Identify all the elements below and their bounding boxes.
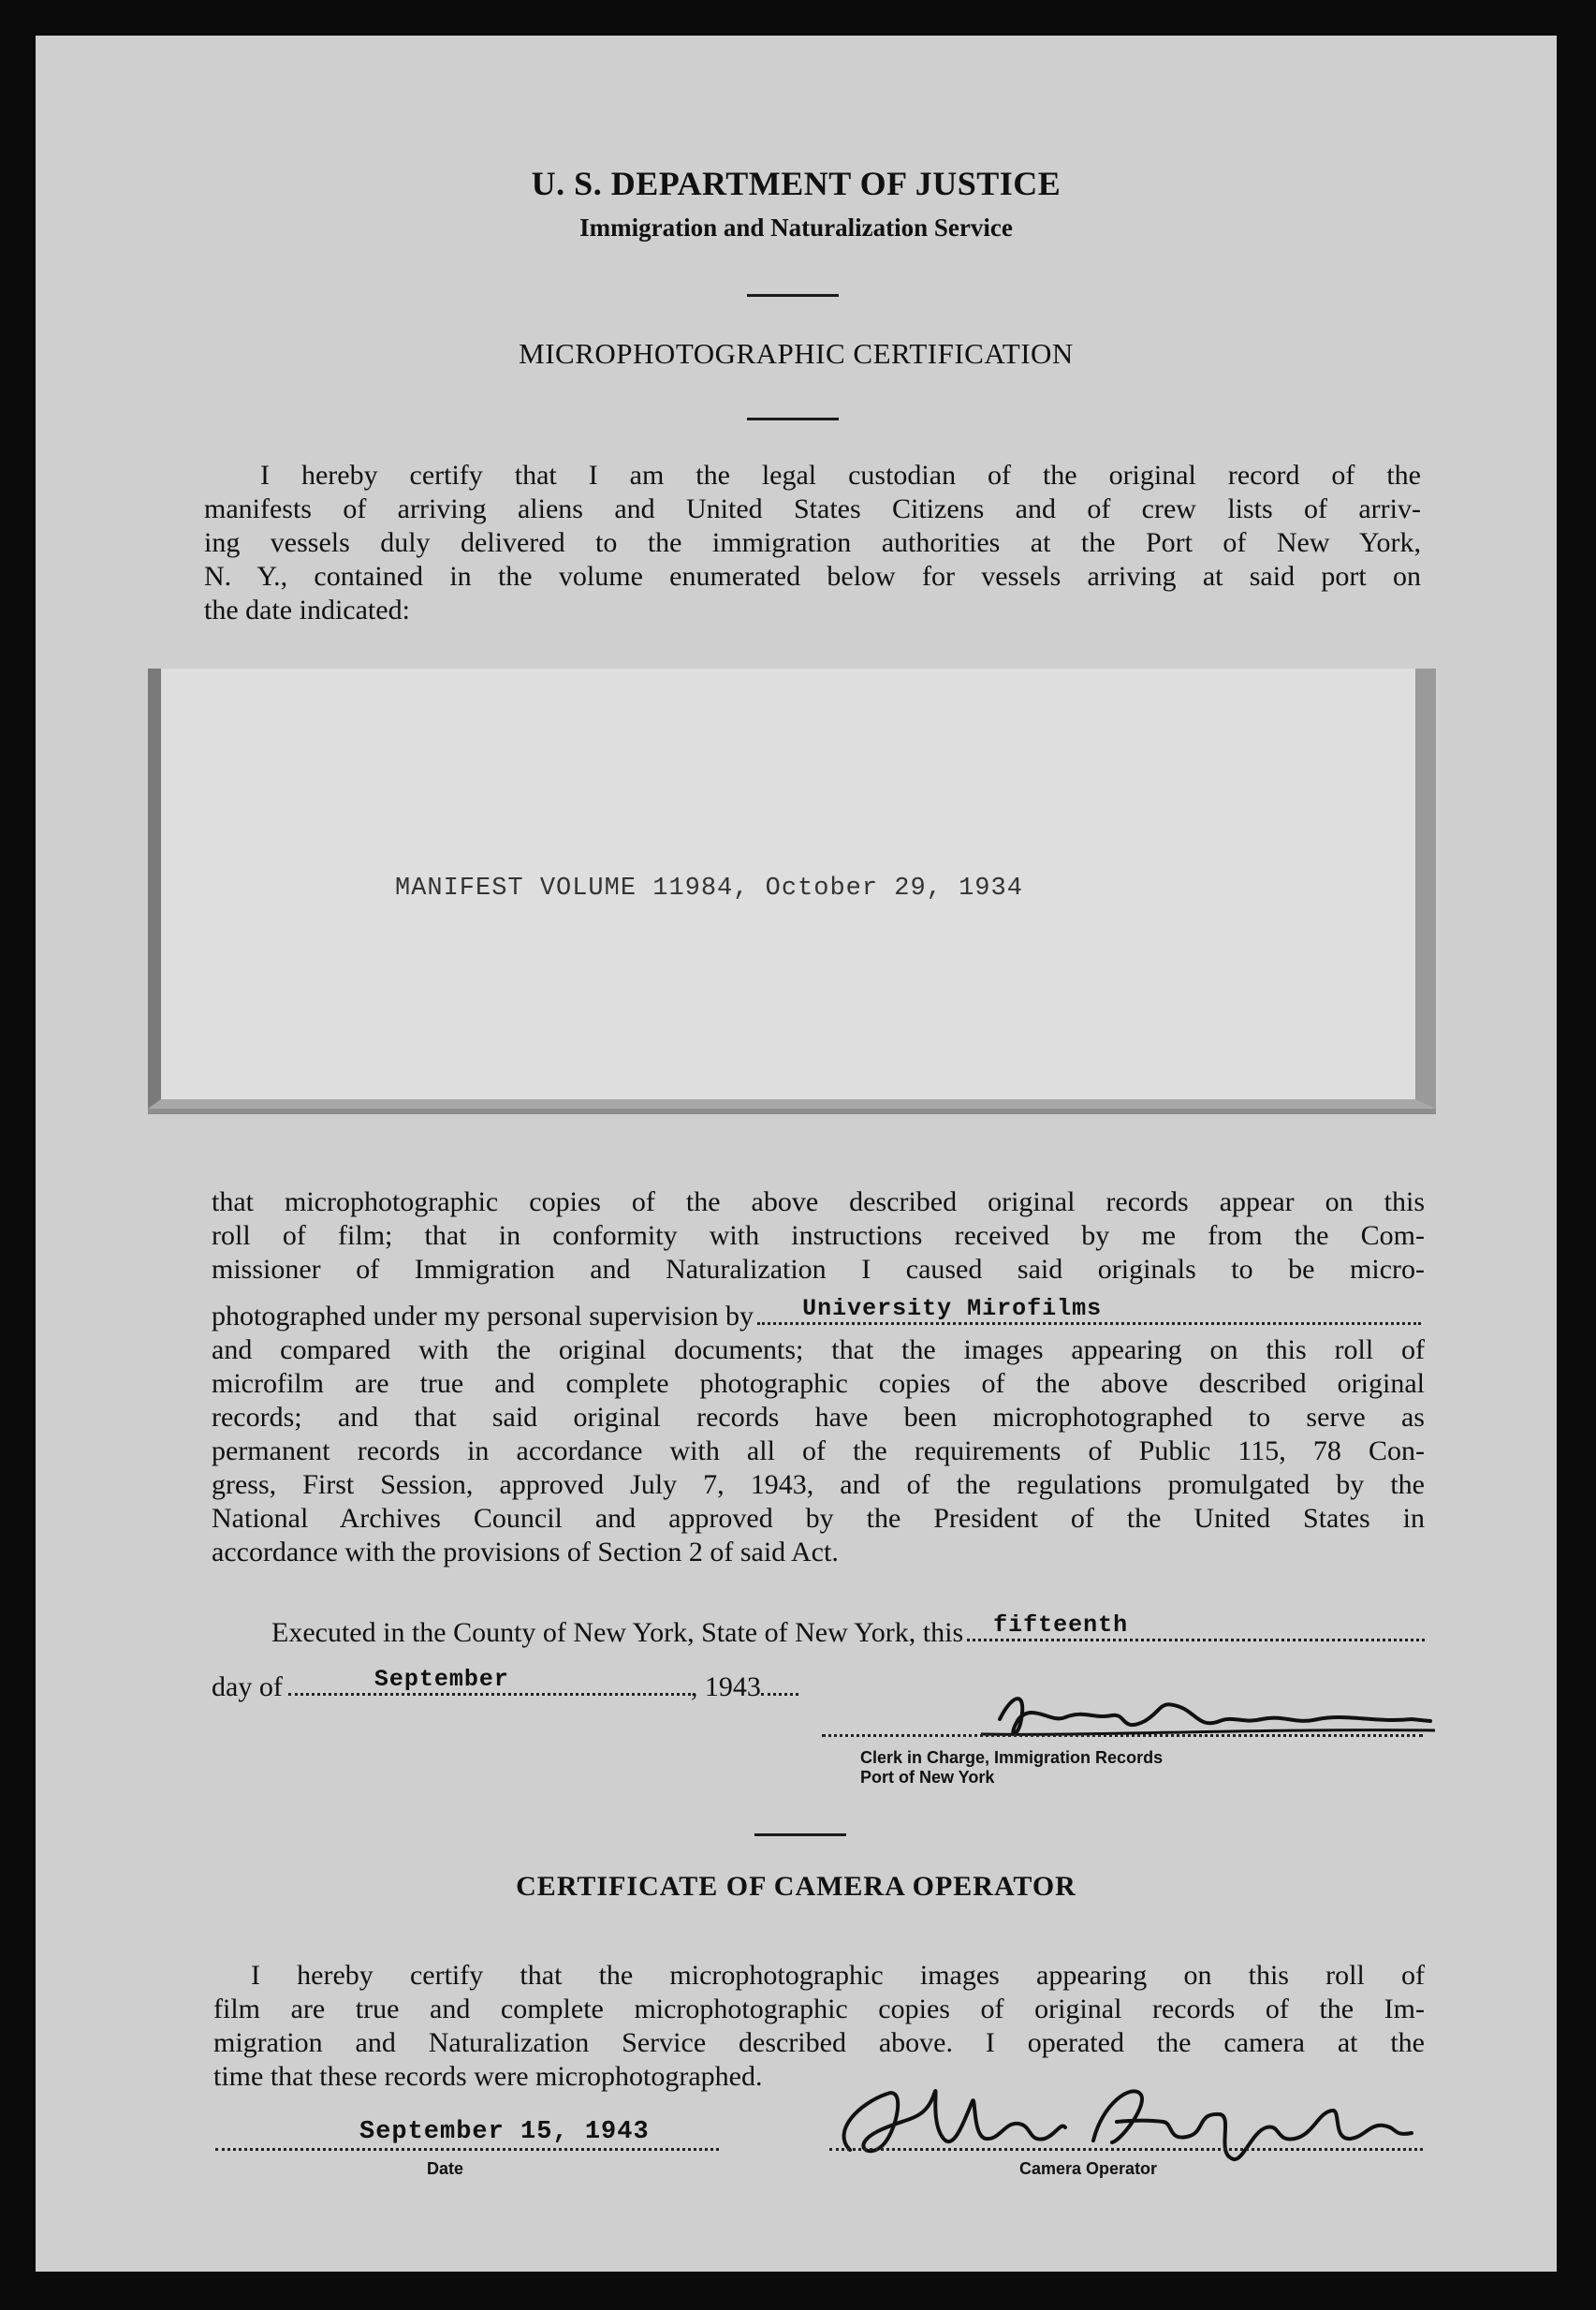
supervisor-field bbox=[757, 1294, 1421, 1325]
supervision-prefix: photographed under my personal supervision by bbox=[212, 1301, 754, 1332]
year-dots bbox=[761, 1665, 798, 1696]
month-typed: September bbox=[373, 1666, 509, 1693]
day-of-label: day of bbox=[212, 1671, 283, 1702]
executed-prefix: Executed in the County of New York, State of New York, this bbox=[271, 1617, 964, 1648]
camera-line: film are true and complete microphotographic copies of original records of the Im- bbox=[213, 1994, 1425, 2024]
year-text: , 1943 bbox=[690, 1671, 761, 1702]
body-paragraph bbox=[212, 1185, 1425, 1569]
clerk-signature bbox=[962, 1682, 1449, 1757]
supervision-line bbox=[212, 1294, 1425, 1333]
divider bbox=[747, 418, 839, 420]
date-label: Date bbox=[427, 2159, 464, 2178]
executed-line bbox=[271, 1611, 1425, 1650]
department-heading: U. S. DEPARTMENT OF JUSTICE bbox=[531, 165, 1062, 202]
divider bbox=[747, 294, 839, 297]
intro-line: ing vessels duly delivered to the immigration authorities at the Port of New York, bbox=[204, 527, 1421, 558]
operator-signature bbox=[794, 2066, 1430, 2169]
body-line: and compared with the original documents; that the images appearing on this roll of bbox=[212, 1334, 1425, 1365]
body-line: records; and that said original records have been microphotographed to serve as bbox=[212, 1402, 1425, 1433]
intro-paragraph bbox=[204, 459, 1421, 627]
camera-line: I hereby certify that the microphotographic images appearing on this roll of bbox=[251, 1960, 1425, 1991]
body-line: permanent records in accordance with all of the requirements of Public 115, 78 Con- bbox=[212, 1435, 1425, 1466]
date-line bbox=[215, 2148, 719, 2151]
intro-line: manifests of arriving aliens and United States Citizens and of crew lists of arriv- bbox=[204, 493, 1421, 524]
body-line: roll of film; that in conformity with instructions received by me from the Com- bbox=[212, 1220, 1425, 1251]
body-line: gress, First Session, approved July 7, 1943, and of the regulations promulgated by the bbox=[212, 1469, 1425, 1500]
service-subheading: Immigration and Naturalization Service bbox=[579, 213, 1013, 242]
operator-signature-line bbox=[829, 2148, 1423, 2151]
record-slip bbox=[148, 669, 1436, 1109]
certification-title: MICROPHOTOGRAPHIC CERTIFICATION bbox=[519, 337, 1074, 370]
body-line: accordance with the provisions of Section 2 of said Act. bbox=[212, 1537, 839, 1567]
body-line: that microphotographic copies of the above described original records appear on this bbox=[212, 1186, 1425, 1217]
day-typed: fifteenth bbox=[993, 1611, 1129, 1639]
operator-label: Camera Operator bbox=[1019, 2159, 1158, 2178]
body-line: microfilm are true and complete photographic copies of the above described original bbox=[212, 1368, 1425, 1399]
day-field bbox=[967, 1611, 1425, 1641]
intro-line: the date indicated: bbox=[204, 595, 410, 625]
body-line: missioner of Immigration and Naturalization I caused said originals to be micro- bbox=[212, 1254, 1425, 1285]
clerk-signature-line bbox=[822, 1734, 1423, 1737]
camera-certificate-title: CERTIFICATE OF CAMERA OPERATOR bbox=[516, 1871, 1076, 1902]
camera-date-typed: September 15, 1943 bbox=[359, 2118, 650, 2146]
intro-line: N. Y., contained in the volume enumerated below for vessels arriving at said port on bbox=[204, 561, 1421, 592]
camera-line: time that these records were microphotographed. bbox=[213, 2061, 763, 2092]
clerk-title-line: Port of New York bbox=[860, 1768, 995, 1787]
divider bbox=[754, 1833, 846, 1836]
certificate-sheet bbox=[36, 36, 1557, 2272]
month-field bbox=[288, 1665, 691, 1696]
body-line: National Archives Council and approved by the President of the United States in bbox=[212, 1503, 1425, 1534]
clerk-title-line: Clerk in Charge, Immigration Records bbox=[860, 1748, 1164, 1767]
supervisor-name: University Mirofilms bbox=[802, 1295, 1103, 1322]
camera-line: migration and Naturalization Service described above. I operated the camera at the bbox=[213, 2027, 1425, 2058]
intro-line: I hereby certify that I am the legal custodian of the original record of the bbox=[260, 460, 1421, 491]
manifest-volume-text: MANIFEST VOLUME 11984, October 29, 1934 bbox=[395, 875, 1023, 903]
date-line bbox=[212, 1665, 886, 1704]
clerk-title bbox=[860, 1748, 1163, 1788]
